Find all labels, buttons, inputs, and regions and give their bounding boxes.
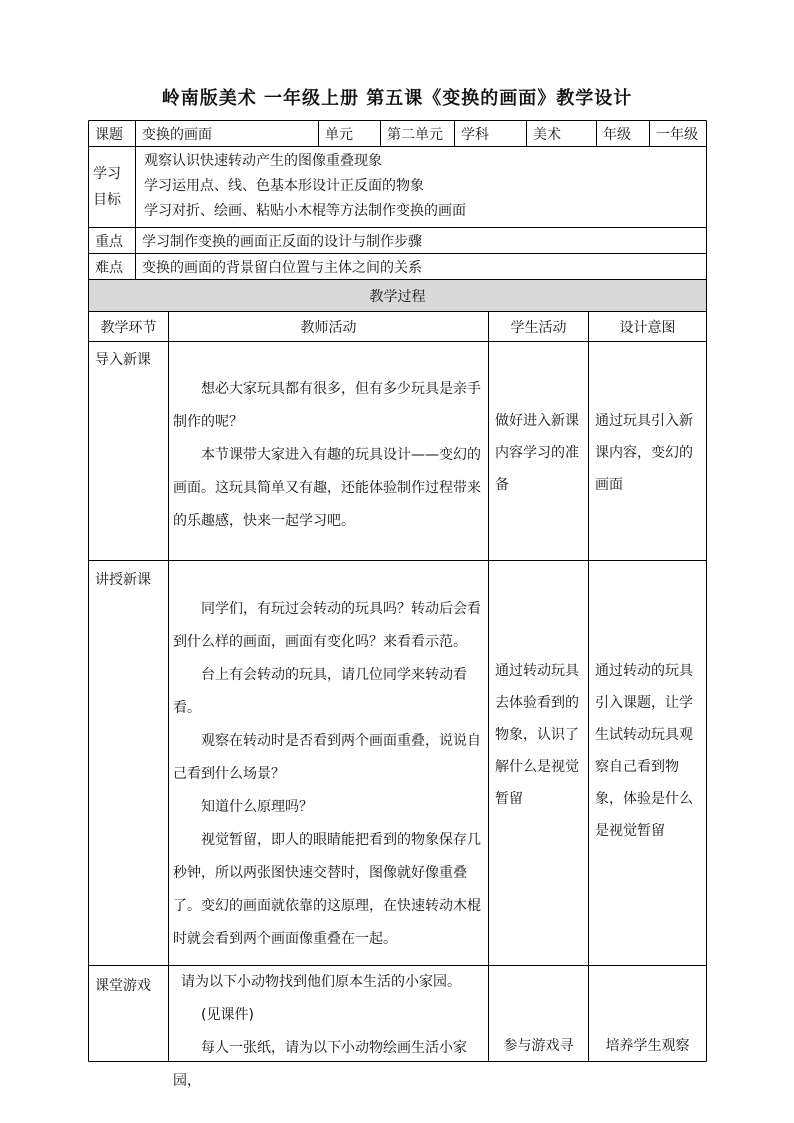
stage-intro: 导入新课 xyxy=(95,352,151,368)
key-point-label: 重点 xyxy=(95,234,123,250)
teacher-game-p2: (见课件) xyxy=(201,1007,254,1023)
teacher-intro-p2: 本节课带大家进入有趣的玩具设计——变幻的画面。这玩具简单又有趣，还能体验制作过程带来的乐趣感，快来一起学习吧。 xyxy=(173,447,481,529)
teacher-game-p3: 每人一张纸，请为以下小动物绘画生活小家园， xyxy=(173,1040,467,1089)
teacher-teach-p2: 台上有会转动的玩具，请几位同学来转动看看。 xyxy=(173,667,467,716)
page-title: 岭南版美术 一年级上册 第五课《变换的画面》教学设计 xyxy=(161,88,633,109)
difficulty-label: 难点 xyxy=(95,260,123,276)
goal-item-1: 观察认识快速转动产生的图像重叠现象 xyxy=(144,153,382,169)
student-intro: 做好进入新课内容学习的准备 xyxy=(495,413,579,493)
teacher-game xyxy=(173,966,485,1089)
teacher-teach xyxy=(173,593,485,953)
teacher-teach-p4: 知道什么原理吗？ xyxy=(201,799,313,815)
student-teach: 通过转动玩具去体验看到的物象，认识了解什么是视觉暂留 xyxy=(495,663,579,807)
stage-game: 课堂游戏 xyxy=(95,978,151,994)
intent-teach: 通过转动的玩具引入课题，让学生试转动玩具观察自己看到物象，体验是什么是视觉暂留 xyxy=(595,663,693,839)
key-point-value: 学习制作变换的画面正反面的设计与制作步骤 xyxy=(142,234,422,250)
teacher-intro xyxy=(173,373,485,553)
unit-value: 第二单元 xyxy=(387,127,443,143)
subject-label: 学科 xyxy=(461,127,489,143)
difficulty-value: 变换的画面的背景留白位置与主体之间的关系 xyxy=(142,260,422,276)
col-header-stage: 教学环节 xyxy=(100,319,157,336)
goal-item-3: 学习对折、绘画、粘贴小木棍等方法制作变换的画面 xyxy=(144,203,466,219)
grade-value: 一年级 xyxy=(656,127,698,143)
intent-game: 培养学生观察 xyxy=(605,1038,690,1054)
student-game: 参与游戏寻 xyxy=(503,1038,574,1054)
process-header: 教学过程 xyxy=(89,280,706,311)
goal-item-2: 学习运用点、线、色基本形设计正反面的物象 xyxy=(144,178,424,194)
stage-teach: 讲授新课 xyxy=(95,572,151,588)
goals-list xyxy=(136,149,706,227)
subject-value: 美术 xyxy=(533,127,561,143)
teacher-teach-p1: 同学们，有玩过会转动的玩具吗？转动后会看到什么样的画面，画面有变化吗？来看看示范。 xyxy=(173,601,481,650)
col-header-intent: 设计意图 xyxy=(619,319,676,336)
teacher-game-p1: 请为以下小动物找到他们原本生活的小家园。 xyxy=(181,974,461,990)
topic-value: 变换的画面 xyxy=(142,127,212,143)
col-header-teacher: 教师活动 xyxy=(300,319,357,336)
teacher-intro-p1: 想必大家玩具都有很多，但有多少玩具是亲手制作的呢？ xyxy=(173,381,481,430)
unit-label: 单元 xyxy=(325,127,353,143)
teacher-teach-p3: 观察在转动时是否看到两个画面重叠，说说自己看到什么场景？ xyxy=(173,733,481,782)
teacher-teach-p5: 视觉暂留，即人的眼睛能把看到的物象保存几秒钟，所以两张图快速交替时，图像就好像重叠了。变幻的画面就依靠的这原理，在快速转动木棍时就会看到两个画面像重叠在一起。 xyxy=(173,832,481,947)
goals-label: 学习目标 xyxy=(93,166,121,208)
grade-label: 年级 xyxy=(603,127,631,143)
topic-label: 课题 xyxy=(95,127,123,143)
col-header-student: 学生活动 xyxy=(510,319,567,336)
intent-intro: 通过玩具引入新课内容，变幻的画面 xyxy=(595,413,693,493)
